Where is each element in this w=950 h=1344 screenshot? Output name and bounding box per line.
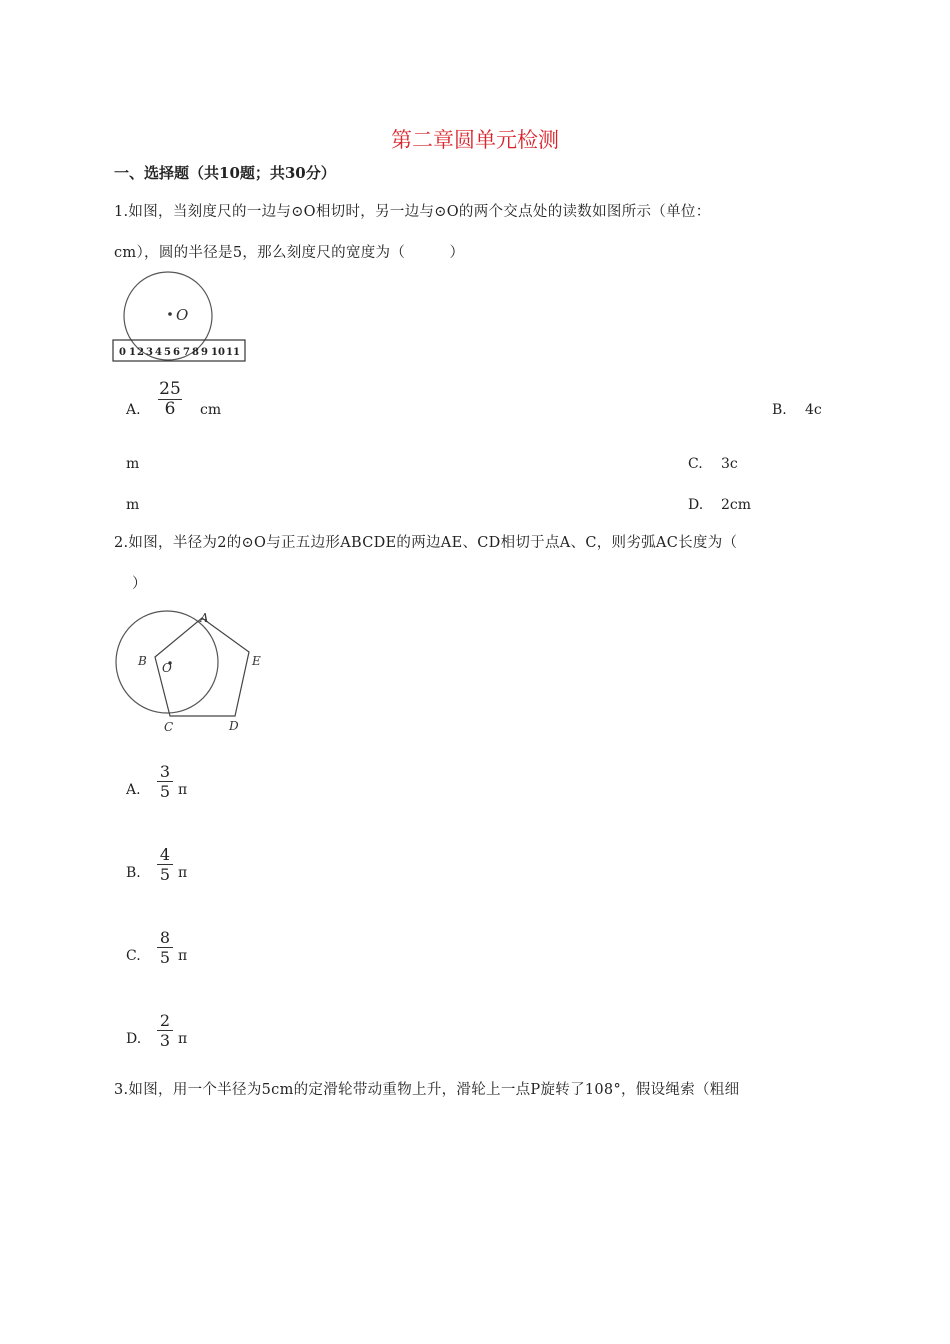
q2-optB-suffix: π [178,865,188,881]
q2-label-D: D [229,719,239,733]
q2-optB-denominator: 5 [159,865,171,884]
q1-optB-text-a: 4c [805,402,822,418]
q1-optA-unit: cm [200,402,222,418]
q1-figure [110,270,250,370]
q2-optB-fraction [157,846,173,883]
q2-optD-label: D. [126,1031,142,1047]
q2-optC-suffix: π [178,948,188,964]
q2-optC-fraction [157,929,173,966]
q1-optC-text-a: 3c [721,456,738,472]
q2-optC-numerator: 8 [159,928,171,947]
section-heading: 一、选择题（共10题；共30分） [114,164,336,182]
q2-label-O: O [162,661,172,675]
q2-optA-numerator: 3 [159,762,171,781]
q2-optC-label: C. [126,948,141,964]
q2-optD-fraction [157,1012,173,1049]
q2-optD-numerator: 2 [159,1011,171,1030]
q1-optA-label: A. [126,402,141,418]
q1-optB-text-b: m [126,456,140,472]
q1-text-line1: 1.如图，当刻度尺的一边与⊙O相切时，另一边与⊙O的两个交点处的读数如图所示（单位： [114,204,711,220]
q2-label-B: B [138,654,147,668]
q2-optD-suffix: π [178,1031,188,1047]
q2-optD-denominator: 3 [159,1031,171,1050]
q1-optA-denominator: 6 [164,399,176,419]
q2-text-line2: ） [132,576,147,592]
q1-optA-fraction [158,381,182,418]
q2-label-C: C [164,720,174,734]
q1-optC-text-b: m [126,497,140,513]
q1-optD-text: 2cm [721,497,752,513]
page-title: 第二章圆单元检测 [391,128,559,152]
q1-optB-label: B. [772,402,787,418]
q2-label-E: E [252,654,261,668]
q1-ruler-ticks: 0 1 2 3 4 5 6 7 8 9 10 11 [119,347,240,358]
q2-figure [115,605,275,735]
q1-optD-label: D. [688,497,704,513]
q1-center-dot [168,312,172,316]
q2-optB-label: B. [126,865,141,881]
q2-optB-numerator: 4 [159,845,171,864]
q1-center-label: O [176,306,189,324]
q3-text-line1: 3.如图，用一个半径为5cm的定滑轮带动重物上升，滑轮上一点P旋转了108°，假设绳索（粗细 [114,1082,740,1098]
q2-label-A: A [200,611,209,625]
q2-optA-fraction [157,763,173,800]
q2-optA-suffix: π [178,782,188,798]
q1-optA-numerator: 25 [159,379,181,399]
q1-text-line2: cm），圆的半径是5，那么刻度尺的宽度为（ ） [114,245,465,261]
q1-optC-label: C. [688,456,703,472]
q2-optA-label: A. [126,782,141,798]
q2-optA-denominator: 5 [159,782,171,801]
q2-optC-denominator: 5 [159,948,171,967]
q2-text-line1: 2.如图，半径为2的⊙O与正五边形ABCDE的两边AE、CD相切于点A、C，则劣弧AC长度为（ [114,535,738,551]
